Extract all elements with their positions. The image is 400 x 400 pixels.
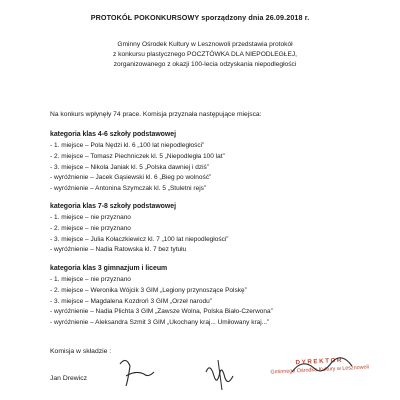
award-entry: - 3. miejsce – Nikola Janiak kl. 5 „Polska dawniej i dziś” xyxy=(50,163,209,171)
category-entries xyxy=(50,213,228,256)
award-entry: - wyróżnienie – Nadia Ratowska kl. 7 bez tytułu xyxy=(50,246,187,254)
director-stamp xyxy=(257,355,383,395)
intro-paragraph xyxy=(60,40,350,71)
category-entries xyxy=(50,275,273,329)
category-entries xyxy=(50,141,225,195)
award-entry: - 1. miejsce – Pola Nędzi kl. 6 „100 lat niepodległości” xyxy=(50,142,205,149)
stamp-subtitle: Gminnego Ośrodka Kultury w Lesznowoli xyxy=(270,364,370,376)
committee-label: Komisja w składzie : xyxy=(50,348,112,355)
category-heading: kategoria klas 7-8 szkoły podstawowej xyxy=(50,203,176,210)
intro-line: z konkursu plastycznego POCZTÓWKA DLA NIEPODLEGŁEJ, xyxy=(113,51,297,59)
document-title: PROTOKÓŁ POKONKURSOWY sporządzony dnia 26.09.2018 r. xyxy=(90,13,310,22)
award-entry: - 2. miejsce – Weronika Wójcik 3 GIM „Legiony przynoszące Polskę” xyxy=(50,286,247,294)
award-entry: - 2. miejsce – nie przyznano xyxy=(50,224,131,232)
signature-stroke xyxy=(206,368,233,382)
award-entry: - 3. miejsce – Julia Kołaczkiewicz kl. 7 „100 lat niepodległości” xyxy=(50,235,229,243)
award-entry: - wyróżnienie – Aleksandra Szmit 3 GIM „Ukochany kraj... Umiłowany kraj...” xyxy=(50,319,270,327)
committee-member-name: Jan Drewicz xyxy=(50,375,88,382)
award-entry: - 3. miejsce – Magdalena Kozdroń 3 GIM „Orzeł narodu” xyxy=(50,297,212,305)
category-heading: kategoria klas 4-6 szkoły podstawowej xyxy=(50,131,176,138)
summary-text: Na konkurs wpłynęły 74 prace. Komisja przyznała następujące miejsca: xyxy=(50,111,262,118)
intro-line: zorganizowanego z okazji 100-lecia odzyskania niepodległości xyxy=(113,61,297,69)
category-heading: kategoria klas 3 gimnazjum i liceum xyxy=(50,265,168,272)
award-entry: - 1. miejsce – nie przyznano xyxy=(50,214,131,221)
stamp-title: DYREKTOR xyxy=(295,356,344,367)
award-entry: - 2. miejsce – Tomasz Piechniczek kl. 5 „Niepodległa 100 lat” xyxy=(50,152,225,160)
award-entry: - wyróżnienie – Jacek Gąsiewski kl. 6 „Bieg po wolność” xyxy=(50,174,212,182)
award-entry: - wyróżnienie – Antonina Szymczak kl. 5 „Stuletni rejs” xyxy=(50,185,207,193)
intro-line: Gminny Ośrodek Kultury w Lesznowoli przedstawia protokół xyxy=(117,41,293,48)
signature-drewicz xyxy=(120,360,154,386)
award-entry: - wyróżnienie – Nadia Plichta 3 GIM „Zawsze Wolna, Polska Biało-Czerwona” xyxy=(50,308,273,316)
signature-stroke xyxy=(218,360,222,390)
award-entry: - 1. miejsce – nie przyznano xyxy=(50,276,131,283)
